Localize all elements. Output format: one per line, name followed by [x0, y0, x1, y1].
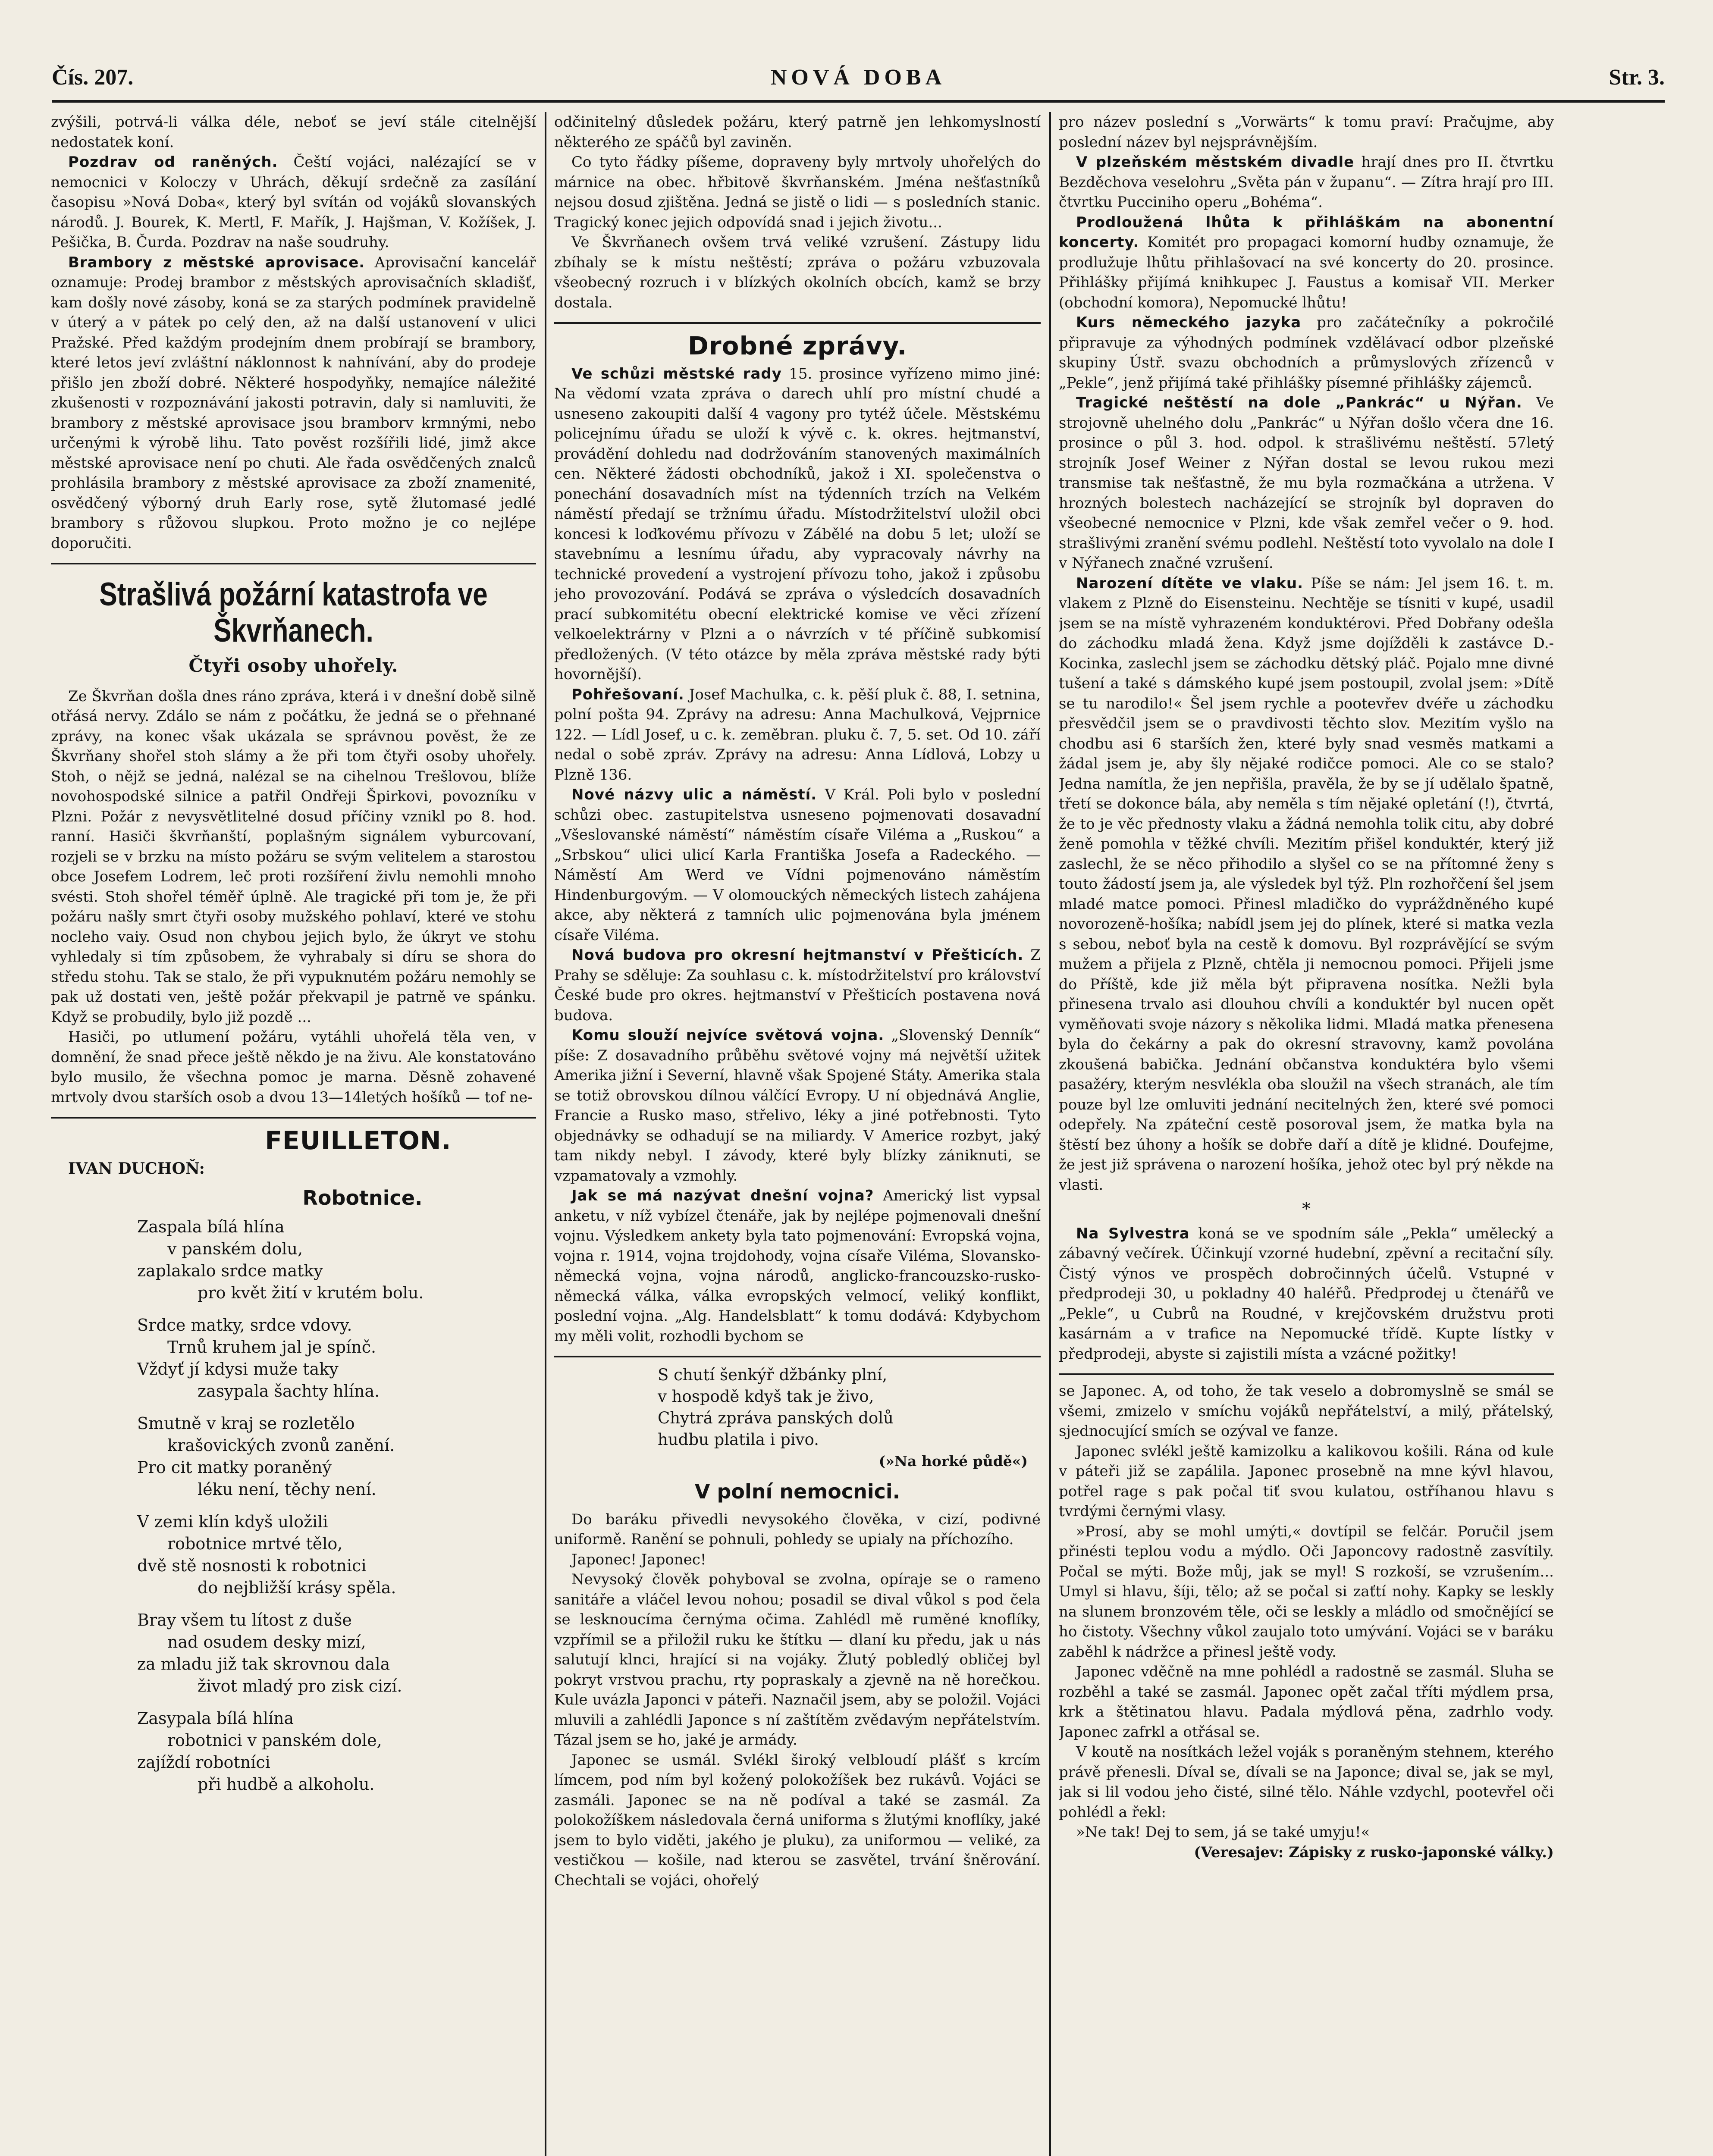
news-text: hrají dnes pro II. čtvrtku Bezděchova veselohru „Světa pán v županu“. — Zítra hrají pro III. čtvrtku Pucciniho operu „Bohéma“. — [1059, 154, 1554, 211]
separator-asterisk: * — [1302, 1199, 1311, 1219]
news-item-sylvester — [1059, 1224, 1554, 1364]
poem-author: IVAN DUCHOŇ: — [68, 1159, 205, 1178]
news-item-street-names — [554, 785, 1041, 945]
fire-article-subheadline: Čtyři osoby uhořely. — [188, 655, 398, 676]
story-paragraph: »Ne tak! Dej to sem, já se také umyju!« — [1076, 1824, 1370, 1841]
fire-article-paragraph: Co tyto řádky píšeme, dopraveny byly mrtvoly uhořelých do márnice na obec. hřbitově škvrňanském. Jména nešťastníků nejsou dosud zjištěna. Jedná se jistě o lidi — s posledních stanic. Tragický konec jejich odpovídá snad i jejich životu... — [554, 154, 1041, 231]
fire-article-headline: Strašlivá požární katastrofa ve Škvrňanech. — [99, 576, 488, 649]
verse-source: (»Na horké půdě«) — [878, 1453, 1028, 1470]
news-headline: V plzeňském městském divadle — [1076, 154, 1355, 171]
poem-line: Vždyť jí kdysi muže taky — [137, 1359, 339, 1379]
section-separator — [554, 322, 1041, 324]
fire-article-continuation: odčinitelný důsledek požáru, který patrně jen lehkomyslností některého ze spáčů byl zaviněn. — [554, 113, 1041, 151]
verse-line: Chytrá zpráva panských dolů — [658, 1409, 894, 1427]
verse-line: v hospodě kdyš tak je živo, — [658, 1387, 874, 1406]
news-text: Komitét pro propagaci komorní hudby oznamuje, že prodlužuje lhůtu přihlašovací na své koncerty do 20. prosince. Přihlášky přijímá knihkupec J. Faustus a komisař VII. Merker (obchodní komora), Nepomucké lhůtu! — [1059, 234, 1554, 311]
news-item-war-name — [554, 1186, 1041, 1346]
news-text: Aprovisační kancelář oznamuje: Prodej brambor z městských aprovisačních skladišť, kam došly nové zásoby, koná se za starých podmínek pravidelně v úterý a v pátek po celý den, až na další ustanovení v ulici Pražské. Před každým prodejním dnem probírají se brambory, které letos jeví zvláštní náklonnost k nahnívání, aby do prodeje přišlo jen zboží dobré. Některé hospodyňky, nemajíce náležité zkušenosti v rozpoznávání jakosti potravin, daly si namluviti, že brambory z městské aprovisace jsou bramborv krmnými, nebo určenými k výrobě lihu. Tato pověst rozšířili lidé, jimž akce městské aprovisace není po chuti. Ale řada osvědčených znalců prohlásila brambory z městské aprovisace za zboží znamenité, osvědčený výborný druh Early rose, sytě žlutomasé jedlé brambory s růžovou slupkou. Proto možno je co nejlépe doporučiti. — [51, 254, 536, 552]
poem-stanza — [137, 1708, 536, 1796]
news-headline: Pozdrav od raněných. — [68, 154, 278, 171]
story-paragraph: Japonec svlékl ještě kamizolku a kalikovou košili. Rána od kule v páteři již se zapálila. Japonec prosebně na mne kývl hlavou, potřel rage s pak počal tiť svou kulatou, ostříhanou hlavu s tvrdými černými vlasy. — [1059, 1442, 1554, 1520]
news-text: Čeští vojáci, nalézající se v nemocnici v Koloczy v Uhrách, děkují srdečně za zasílání časopisu »Nová Doba«, který byl svítán od vojáků slovanských národů. J. Bourek, K. Mertl, F. Mařík, J. Hajšman, V. Kožíšek, J. Pešička, B. Čurda. Pozdrav na naše soudruhy. — [51, 154, 536, 251]
story-continuation: se Japonec. A, od toho, že tak veselo a dobromyslně se smál se všemi, zmizelo v smíchu vojáků nepřátelství, a milý, přátelský, sjednocující smích se ozýval ve fanze. — [1059, 1382, 1554, 1440]
poem-line: robotnice mrtvé tělo, — [167, 1534, 343, 1553]
poem-stanza — [137, 1216, 536, 1304]
page-number: Str. 3. — [1609, 65, 1665, 90]
news-text: koná se ve spodním sále „Pekla“ umělecký a zábavný večírek. Účinkují vzorné hudební, zpěvní a recitační síly. Čistý výnos ve prospěch dobročinných účelů. Vstupné v předprodeji 30, u pokladny 40 haléřů. Předprodej u čtenářů ve „Pekle“, u Cubrů na Roudné, v krejčovském družstvu proti kasárnám a v trafice na Nepomucké třídě. Kupte lístky v předprodeji, abyste si zajistili místa a vzácné požitky! — [1059, 1225, 1554, 1363]
poem-line: život mladý pro zisk cizí. — [198, 1676, 402, 1695]
poem-line: Zaspala bílá hlína — [137, 1217, 285, 1236]
poem-line: robotnici v panském dole, — [167, 1730, 382, 1750]
news-text: Americký list vypsal anketu, v níž vybízel čtenáře, jak by nejlépe pojmenovali dnešní vojnu. Výsledkem ankety byla tato pojmenování: Evropská vojna, vojna r. 1914, vojna trojdohody, vojna císaře Viléma, Slovansko-německá vojna, vojna národů, anglicko-francouzsko-rusko-německá válka, válka evropských velmocí, veliký konflikt, poslední vojna. „Alg. Handelsblatt“ k tomu dodává: Kdybychom my měli volit, rozhodli bychom se — [554, 1187, 1041, 1345]
poem-line: Zasypala bílá hlína — [137, 1708, 294, 1728]
news-headline: Prodloužená lhůta k přihláškám na abonentní koncerty. — [1059, 213, 1554, 251]
poem-line: Srdce matky, srdce vdovy. — [137, 1315, 352, 1335]
news-headline: Tragické neštěstí na dole „Pankrác“ u Nýřan. — [1076, 394, 1522, 411]
story-paragraph: Japonec! Japonec! — [571, 1551, 706, 1568]
news-headline: Pohřešovaní. — [571, 686, 684, 703]
news-item-birth-on-train — [1059, 573, 1554, 1195]
news-text: „Slovenský Denník“ píše: Z dosavadního průběhu světové vojny má největší užitek Amerika jižní i Severní, hlavně však Spojené Státy. Amerika stala se totiž obrovskou dílnou válčící Evropy. U ní objednává Anglie, Francie a Rusko maso, střelivo, léky a jiné potřebnosti. Tyto objednávky se odhadují se na miliardy. V Americe rozbyt, jaký tam nikdy nebyl. I závody, které byly blízky zániknuti, se vzpamatovaly a vzmohly. — [554, 1027, 1041, 1185]
poem — [51, 1216, 536, 1796]
issue-number: Čís. 207. — [52, 65, 134, 90]
newspaper-title: NOVÁ DOBA — [770, 65, 946, 90]
feuilleton-separator — [51, 1117, 536, 1119]
poem-stanza — [137, 1314, 536, 1402]
poem-line: dvě stě nosnosti k robotnici — [137, 1556, 367, 1575]
news-item-new-building — [554, 945, 1041, 1025]
news-text: 15. prosince vyřízeno mimo jiné: Na vědomí vzata zpráva o darech uhlí pro místní chudé a usneseno zakoupiti další 4 vagony pro tytéž účele. Městskému policejnímu úřadu se uloží k vývě c. k. okres. hejtmanství, provádění dohledu nad dodržováním stanovených maximálních cen. Některé žádosti obchodníků, jakož i XI. společenstva o ponechání dosavadních míst na týdenních trzích na Velkém náměstí předají se tržnímu úřadu. Místodržitelství uložil obci koncesi k loďkovému přívozu v Zábělé na dobu 5 let; uloží se stavebnímu a lesnímu úřadu, aby vypracovaly návrhy na technické provedení a vystrojení přívozu toho, jakož i způsobu jeho provozování. Podává se zpráva o výsledcích dosavadních prací subkomitétu obecní elektrické komise ve věci zřízení velkoelektrárny v Plzni a o návrzích v té příčině subkomisí předložených. (V této otázce by měla zpráva městské rady býti hovornější). — [554, 365, 1041, 683]
news-text: Píše se nám: Jel jsem 16. t. m. vlakem z Plzně do Eisensteinu. Nechtěje se tísniti v kupé, usadil jsem se na místě vyhrazeném konduktérovi. Před Dobřany odešla do záchodku mladá žena. Když jsme dojížděli k zastávce D.-Kocinka, zaslechl jsem se záchodku dětský pláč. Pojalo mne divné tušení a také s dámského kupé jsem postoupil, zvolal jsem: »Dítě se tu narodilo!« Šel jsem rychle a pootevřev dvéře u záchodku přesvědčil jsem se o pravdivosti těchto slov. Mezitím vyšlo na chodbu asi 6 starších žen, které byly snad vesměs matkami a žádal jsem je, aby šly nějaké rodičce pomoci. Ale co se stalo? Jedna namítla, že jen nepřišla, pravěla, že by se jí udělalo špatně, třetí se dokonce bála, aby neměla s tím nějaké opletání (!), čtvrtá, že to je věc přednosty vlaku a žádná nemohla tolik citu, aby dobré ženě pomohla v těžké chvíli. Mezitím přišel konduktér, který již zaslechl, že se něco přihodilo a slyšel co se na přítomné ženy s touto žádostí jsem ja, ale výsledek byl týž. Pln rozhořčení šel jsem mladé matce pomoci. Přinesl mladičko do vypráždněného kupé novorozeně-hošíka; nabídl jsem jej do plínek, které si matka vezla s sebou, neboť byla na cestě k domovu. Byl rozprávějící se svým mužem a přijela z Plzně, chtěla ji nemocnou pomoci. Přijeli jsme do Příště, kde již měla být připravena nosítka. Nežli byla přinesena trvalo asi dlouhou chvíli a konduktér byl nucen opět vyměňovati svoje názory s několika lidmi. Mladá matka přenesena byla do čekárny a pak do okresní stravovny, kamž povolána zkoušená babička. Jednání občanstva konduktéra bylo všemi pasažéry, kterým nesvlékla oba sloužil na všech stranách, ale tím pouze byl lze omluviti jednání necitelných žen, které své pomoci odepřely. Na zpáteční cestě posoroval jsem, že matka byla na štěstí bez úhony a hošík se dobře daří a dítě je klidné. Doufejme, že jest již správena o narození hošíka, jehož otec byl prý někde na vlasti. — [1059, 574, 1554, 1194]
column-divider-2 — [1049, 112, 1051, 2156]
news-text: V Král. Poli bylo v poslední schůzi obec. zastupitelstva usneseno pojmenovati dosavadní „Všeslovanské náměstí“ náměstím císaře Viléma a „Ruskou“ a „Srbskou“ ulici ulicí Karla Františka Josefa a Radeckého. — Náměstí Am Werd ve Vídni pojmenováno náměstím Hindenburgovým. — V olomouckých německých listech zahájena akce, aby některá z tamních ulic pojmenována byla jménem císaře Viléma. — [554, 786, 1041, 944]
news-headline: Narození dítěte ve vlaku. — [1076, 574, 1304, 592]
column-1-continuation: zvýšili, potrvá-li válka déle, neboť se jeví stále citelnější nedostatek koní. — [51, 113, 536, 151]
poem-line: léku není, těchy není. — [198, 1479, 376, 1499]
news-headline: Ve schůzi městské rady — [571, 365, 782, 382]
poem-line: Smutně v kraj se rozletělo — [137, 1413, 355, 1433]
poem-line: zaplakalo srdce matky — [137, 1261, 323, 1280]
fire-article-paragraph: Ze Škvrňan došla dnes ráno zpráva, která i v dnešní době silně otřásá nervy. Zdálo se nám z počátku, že jedná se o přehnané zprávy, na konec však ukázala se správnou pověst, že ze Škvrňany shořel stoh slámy a že při tom čtyři osoby uhořely. Stoh, o nějž se jedná, nalézal se na cihelnou Trešlovou, blíže novohospodské silnice a patřil Ondřeji Špirkovi, povozníku v Plzni. Požár z nevysvětlitelné dosud příčiny vznikl po 8. hod. ranní. Hasiči škvrňanští, poplašným signálem vyburcovaní, rozjeli se v brzku na místo požáru se svým velitelem a starostou obce Josefem Lodrem, leč proti rozšíření živlu nemohli mnoho svésti. Stoh shořel téměř úplně. Ale tragické při tom je, že při požáru našly smrt čtyři osoby mužského pohlaví, které ve stohu nocleho vaiy. Osud non chybou jejich bylo, že úkryt ve stohu vyhledaly si tím způsobem, že vyhrabaly si díru se shora do středu stohu. Tak se stalo, že při vypuknutém požáru nemohly se pak už dostati ven, ještě požár překvapil je patrně ve spánku. Když se probudily, bylo již pozdě ... — [51, 687, 536, 1026]
poem-line: Trnů kruhem jal je spínč. — [167, 1337, 376, 1357]
news-continuation: pro název poslední s „Vorwärts“ k tomu praví: Pračujme, aby poslední název byl nejsprávnějším. — [1059, 113, 1554, 151]
news-text: pro začátečníky a pokročilé připravuje za výhodných podmínek vzdělávací odbor plzeňské skupiny Ústř. svazu obchodních a průmyslových zřízenců v „Pekle“, jenž přijímá také přihlášky písemné přihlášky zájemců. — [1059, 314, 1554, 392]
news-item-wounded — [51, 152, 536, 253]
poem-line: Pro cit matky poraněný — [137, 1457, 332, 1477]
news-item-theatre — [1059, 152, 1554, 213]
fire-article-paragraph: Ve Škvrňanech ovšem trvá veliké vzrušení. Zástupy lidu zbíhaly se k místu neštěstí; zpráva o požáru vzbuzovala všeobecný rozruch i v blízkých okolních obcích, kamž se brzy dostala. — [554, 234, 1041, 311]
header-rule — [52, 100, 1665, 103]
story-paragraph: Do baráku přivedli nevysokého člověka, v cizí, podivné uniformě. Ranění se pohnuli, pohledy se upialy na příchozího. — [554, 1510, 1041, 1548]
news-item-potatoes — [51, 253, 536, 554]
news-item-language-course — [1059, 313, 1554, 393]
news-headline: Nové názvy ulic a náměstí. — [571, 786, 817, 803]
ditty-verse — [554, 1364, 1041, 1472]
poem-line: krašovických zvonů zanění. — [167, 1435, 395, 1455]
news-item-war-benefit — [554, 1025, 1041, 1186]
news-headline: Jak se má nazývat dnešní vojna? — [571, 1187, 874, 1204]
poem-line: při hudbě a alkoholu. — [198, 1774, 375, 1794]
news-headline: Brambory z městské aprovisace. — [68, 254, 365, 271]
news-item-concerts — [1059, 213, 1554, 313]
story-paragraph: »Prosí, aby se mohl umýti,« dovtípil se felčár. Poručil jsem přinésti teplou vodu a mýdlo. Oči Japoncovy radostně zasvítily. Počal se mýti. Bože můj, jak se myl! S rozkoší, se vzrušením... Umyl si hlavu, šíji, tělo; až se počal si zaťtí nohy. Kapky se leskly na slunem bronzovém těle, oči se leskly a mládlo od smočnějící se ho čistoty. Všechny vůkol zaujalo toto umývání. Vojáci se v baráku zaběhl k nádržce a přinesl ještě vody. — [1059, 1523, 1554, 1661]
feuilleton-separator — [1059, 1373, 1554, 1375]
verse-line: S chutí šenkýř džbánky plní, — [658, 1366, 888, 1384]
news-text: Z Prahy se sděluje: Za souhlasu c. k. místodržitelství pro království České bude pro okres. hejtmanství v Přešticích postavena nová budova. — [554, 946, 1041, 1024]
poem-line: do nejbližší krásy spěla. — [198, 1578, 396, 1597]
story-title: V polní nemocnici. — [694, 1480, 900, 1503]
news-headline: Komu slouží nejvíce světová vojna. — [571, 1027, 885, 1044]
poem-line: Bray všem tu lítost z duše — [137, 1610, 352, 1630]
verse-line: hudbu platila i pivo. — [658, 1430, 819, 1449]
poem-line: nad osudem desky mizí, — [167, 1632, 366, 1651]
poem-line: zasypala šachty hlína. — [198, 1381, 380, 1401]
story-paragraph: Nevysoký člověk pohyboval se zvolna, opíraje se o rameno sanitáře a vláčel levou nohou; posadil se dival vůkol s pod čela se lesknoucíma černýma očima. Zahlédl mě ruměné knoflíky, vzpřímil se a přiložil ruku ke štítku — dlaní ku předu, jak u nás salutují klnci, hrající si na vojáky. Žlutý pobledlý obličej byl pokryt vrstvou prachu, rty popraskaly a zjevně na ně horečkou. Kule uvázla Japonci v páteři. Naznačil jsem, aby se položil. Vojáci mluvili a zahlédli Japonce s ní zaštítěm zvědavým nepřátelstvím. Tázal jsem se ho, jaké je armády. — [554, 1571, 1041, 1749]
story-source: (Veresajev: Zápisky z rusko-japonské války.) — [1194, 1843, 1554, 1861]
news-headline: Kurs německého jazyka — [1076, 314, 1302, 331]
article-separator — [51, 563, 536, 564]
column-3 — [1059, 112, 1554, 2156]
short-news-heading: Drobné zprávy. — [687, 331, 907, 360]
poem-title: Robotnice. — [302, 1186, 423, 1210]
news-item-mine-accident — [1059, 393, 1554, 573]
news-item-city-council — [554, 364, 1041, 685]
poem-line: v panském dolu, — [167, 1239, 303, 1258]
news-headline: Nová budova pro okresní hejtmanství v Přešticích. — [571, 946, 1024, 964]
poem-line: V zemi klín kdyš uložili — [137, 1512, 328, 1531]
poem-line: zajíždí robotníci — [137, 1752, 270, 1772]
poem-stanza — [137, 1511, 536, 1599]
story-paragraph: Japonec vděčně na mne pohlédl a radostně se zasmál. Sluha se rozběhl a také se zasmál. Japonec opět začal tříti mýdlem prsa, krk a štětinatou hlavu. Padala mýdlová pěna, zadrhlo vody. Japonec zafrkl a otřásal se. — [1059, 1663, 1554, 1741]
poem-stanza — [137, 1609, 536, 1697]
feuilleton-separator — [554, 1356, 1041, 1357]
news-headline: Na Sylvestra — [1076, 1225, 1190, 1242]
news-text: Josef Machulka, c. k. pěší pluk č. 88, I. setnina, polní pošta 94. Zprávy na adresu: Anna Machulková, Vejprnice 122. — Lídl Josef, u c. k. zeměbran. pluku č. 7, 5. set. Od 10. září nedal o sobě zpráv. Zprávy na adresu: Anna Lídlová, Lobzy u Plzně 136. — [554, 686, 1041, 783]
page-header — [52, 65, 1665, 99]
story-paragraph: V koutě na nosítkách ležel voják s poraněným stehnem, kterého právě přenesli. Díval se, dívali se na Japonce; dival se, jak se myl, jak si lil vodou jeho čisté, silné tělo. Náhle vzdychl, pootevřel oči pohlédl a řekl: — [1059, 1743, 1554, 1821]
story-paragraph: Japonec se usmál. Svlékl široký velbloudí plášť s krcím límcem, pod ním byl kožený polokožíšek bez rukávů. Vojáci se zasmáli. Japonec se na ně podíval a také se zasmál. Za polokožíškem následovala černá uniforma s žlutými knoflíky, jaké jsem to bylo viděti, jakého je pluku), za uniformou — veliké, za vestičkou — košile, nad kterou se zasvětel, trvání šněrování. Chechtali se vojáci, ohořelý — [554, 1751, 1041, 1889]
feuilleton-heading: FEUILLETON. — [265, 1126, 452, 1155]
column-1 — [51, 112, 536, 2156]
news-text: Ve strojovně uhelného dolu „Pankrác“ u Nýřan došlo včera dne 16. prosince o půl 3. hod. odpol. k strašlivému neštěstí. 57letý strojník Josef Weiner z Nýřan dostal se levou rukou mezi transmise tak nešťastně, že mu byla rozmačkána a utržena. V hrozných bolestech nacházející se strojník byl dopraven do všeobecné nemocnice v Plzni, kde však zemřel večer o 9. hod. strašlivými zranění svému podlehl. Neštěstí toto vyvolalo na dole I v Nýřanech značné vzrušení. — [1059, 394, 1554, 572]
poem-stanza — [137, 1413, 536, 1501]
column-2 — [554, 112, 1041, 2156]
column-divider-1 — [545, 112, 546, 2156]
poem-line: za mladu již tak skrovnou dala — [137, 1654, 390, 1673]
fire-article-paragraph: Hasiči, po utlumení požáru, vytáhli uhořelá těla ven, v domnění, že snad přece ještě někdo je na živu. Ale konstatováno bylo musilo, že všechna pomoc je marna. Děsně zohavené mrtvoly dvou starších osob a dvou 13—14letých hošíků — tof ne- — [51, 1028, 536, 1106]
news-item-missing-persons — [554, 685, 1041, 785]
poem-line: pro květ žití v krutém bolu. — [198, 1283, 424, 1302]
